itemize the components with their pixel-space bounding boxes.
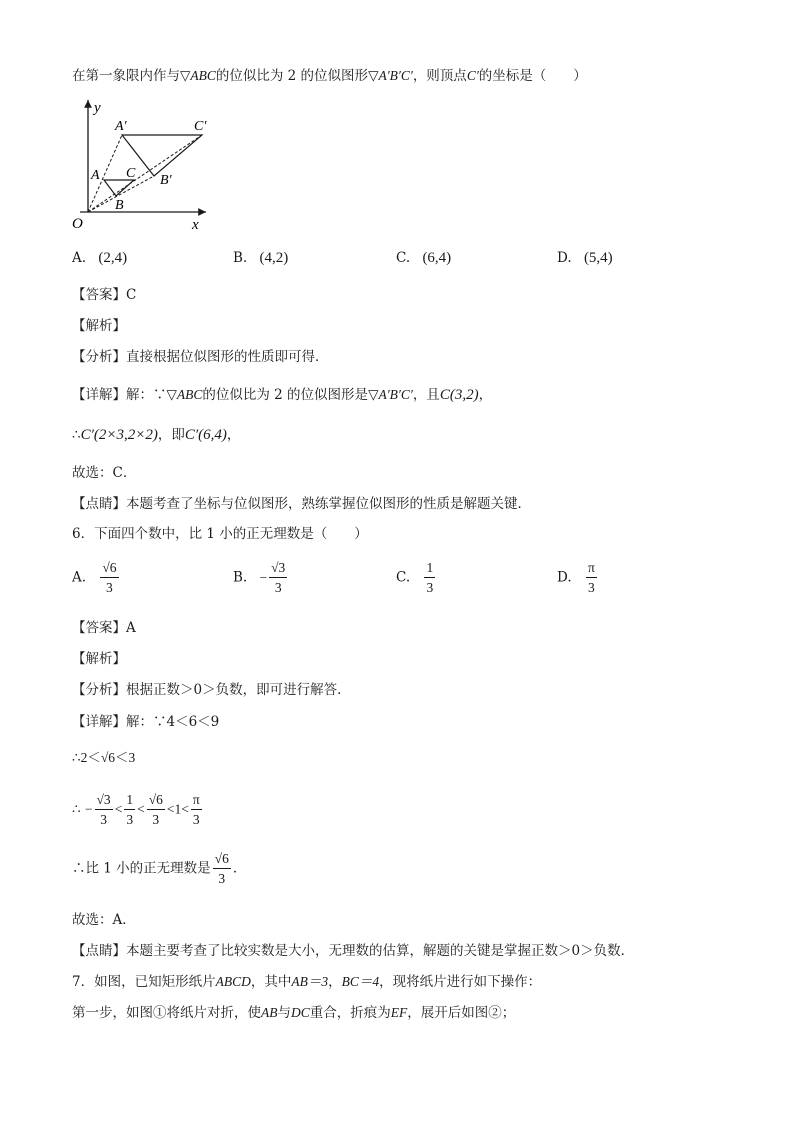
option-letter: C. [396,569,411,586]
q7-text: ，展开后如图②； [407,1005,516,1021]
separator: ， [328,974,342,990]
xiangjie-text: 的位似比为 2 的位似图形是 [202,387,369,403]
q6-answer [72,618,136,638]
answer-tag: 【答案】 [72,620,126,636]
q6-option-b [233,561,289,594]
q5-triangle-abc: ▽ABC [180,68,216,83]
frac-denominator: 3 [100,811,107,827]
frac-denominator: 3 [218,870,226,886]
dianjing-tag: 【点睛】 [72,943,126,959]
fraction-sqrt6-answer [213,852,231,885]
q7-text: 重合，折痕为 [309,1005,391,1021]
triangle-abc-ref: ▽ABC [166,387,203,402]
triangle-abc-prime-ref: ▽A′B′C′ [368,387,413,402]
c-prime-result: C′(6,4) [184,427,227,443]
answer-tag: 【答案】 [72,287,126,303]
option-value: (2,4) [98,250,128,266]
frac-numerator: 1 [124,793,135,810]
c-prime-expression: C′(2×3,2×2) [80,427,158,443]
q7-text: ，其中 [250,974,292,990]
label-y: y [94,100,101,116]
xiangjie-tag: 【详解】 [72,387,126,403]
fraction-pi [191,793,202,826]
therefore-symbol: ∴ [72,427,81,443]
fenxi-text: 根据正数＞0＞负数，即可进行解答． [126,682,351,698]
option-fraction [586,561,597,594]
q5-xiangjie [72,385,492,405]
option-value: (5,4) [583,250,613,266]
option-fraction [269,561,287,594]
q5-fenxi [72,347,329,367]
q5-choose [72,463,136,483]
label-a-prime: A′ [115,119,127,134]
frac-denominator: 3 [106,579,113,595]
frac-denominator: 3 [152,811,160,827]
frac-denominator: 3 [274,579,282,595]
xiangjie-text: ， [478,387,493,403]
option-letter: B. [233,569,248,586]
q7-text: 7．如图，已知矩形纸片 [72,974,216,990]
rect-abcd: ABCD [215,974,251,989]
fraction-neg-sqrt3 [95,793,113,826]
period: ． [232,860,247,877]
q7-stem [72,972,541,992]
q6-analysis-tag [72,649,126,669]
q6-stem [72,524,368,544]
q5-option-d [557,248,613,268]
option-value: (4,2) [259,250,289,266]
xiangjie-text: ，且 [412,387,440,403]
q6-step2 [72,748,135,768]
answer-value: C [126,287,137,303]
frac-numerator: √3 [95,793,113,810]
option-letter: A. [72,250,87,266]
xiangjie-text: 解：∵4＜6＜9 [126,714,220,730]
q5-option-c [396,248,451,268]
less-than-one: <1< [166,801,189,817]
q5-stem [72,66,587,86]
q5-stem-text: ，则顶点 [412,68,467,84]
choose-text: 故选：C． [72,465,137,481]
label-b-prime: B′ [160,173,172,188]
therefore-symbol: ∴ [72,801,81,818]
q7-text: 第一步，如图①将纸片对折，使 [72,1005,261,1021]
less-than: < [114,801,123,817]
q7-text: 与 [277,1005,291,1021]
frac-numerator: π [191,793,202,810]
q6-option-d [557,561,599,594]
frac-numerator: √6 [147,793,165,810]
q5-c-prime: C′ [466,68,479,83]
segment-dc: DC [291,1005,310,1020]
minus-sign: − [84,801,93,817]
label-x: x [192,217,199,232]
q5-step2 [72,425,240,445]
q6-xiangjie [72,712,219,732]
q6-option-c [396,561,437,594]
q5-option-a [72,248,127,268]
q7-step1 [72,1003,515,1023]
frac-numerator: 1 [424,561,435,578]
conclusion-text: ∴比 1 小的正无理数是 [72,860,211,877]
q5-answer [72,285,136,305]
label-b: B [115,198,124,213]
q6-option-a [72,561,121,594]
option-letter: A. [72,569,87,586]
option-letter: D. [557,569,572,586]
minus-sign: − [259,569,268,585]
frac-denominator: 3 [192,811,200,827]
choose-text: 故选：A． [72,912,136,928]
inequality-text: ∴2＜√6＜3 [72,750,136,765]
frac-numerator: √6 [213,852,231,869]
q6-dianjing [72,941,634,961]
q6-step4 [72,852,246,885]
q5-dianjing [72,494,531,514]
point-c-coord: C(3,2) [439,387,479,403]
dianjing-tag: 【点睛】 [72,496,126,512]
step-text: ， [226,427,241,443]
q5-stem-text: 在第一象限内作与 [72,68,180,84]
q6-stem-text: 6．下面四个数中，比 1 小的正无理数是（ ） [72,526,368,542]
label-c: C [126,166,136,181]
option-fraction [100,561,118,594]
frac-denominator: 3 [426,579,434,595]
option-fraction [424,561,435,594]
analysis-tag: 【解析】 [72,651,126,667]
frac-numerator: √3 [269,561,287,578]
q6-step3 [72,793,204,826]
option-value: (6,4) [422,250,452,266]
analysis-tag: 【解析】 [72,318,126,334]
option-letter: D. [557,250,572,266]
q5-stem-text: 的位似比为 2 的位似图形 [215,68,369,84]
fraction-one-third [124,793,135,826]
xiangjie-text: 解：∵ [126,387,167,403]
frac-numerator: √6 [100,561,118,578]
step-text: ，即 [157,427,185,443]
fenxi-tag: 【分析】 [72,349,126,365]
option-letter: B. [233,250,248,266]
q5-stem-text: 的坐标是（ ） [478,68,587,84]
xiangjie-tag: 【详解】 [72,714,126,730]
fenxi-text: 直接根据位似图形的性质即可得． [126,349,329,365]
answer-value: A [126,620,136,636]
fenxi-tag: 【分析】 [72,682,126,698]
label-c-prime: C′ [194,119,207,134]
frac-denominator: 3 [587,579,595,595]
ab-length: AB＝3 [291,974,329,989]
less-than: < [137,801,145,817]
dianjing-text: 本题主要考查了比较实数是大小，无理数的估算，解题的关键是掌握正数＞0＞负数． [126,943,635,959]
frac-numerator: π [586,561,597,578]
q5-figure [66,92,226,232]
triangle-abc [104,180,134,196]
segment-ab: AB [261,1005,278,1020]
q5-triangle-abc-prime: ▽A′B′C′ [368,68,413,83]
bc-length: BC＝4 [341,974,380,989]
frac-denominator: 3 [126,811,134,827]
dianjing-text: 本题考查了坐标与位似图形，熟练掌握位似图形的性质是解题关键． [126,496,531,512]
q6-fenxi [72,680,351,700]
q5-analysis-tag [72,316,126,336]
option-letter: C. [396,250,411,266]
label-o: O [72,216,83,232]
q5-option-b [233,248,288,268]
q7-text: ，现将纸片进行如下操作： [379,974,542,990]
segment-ef: EF [390,1005,408,1020]
q6-choose [72,910,136,930]
fraction-sqrt6 [147,793,165,826]
label-a: A [91,168,100,183]
